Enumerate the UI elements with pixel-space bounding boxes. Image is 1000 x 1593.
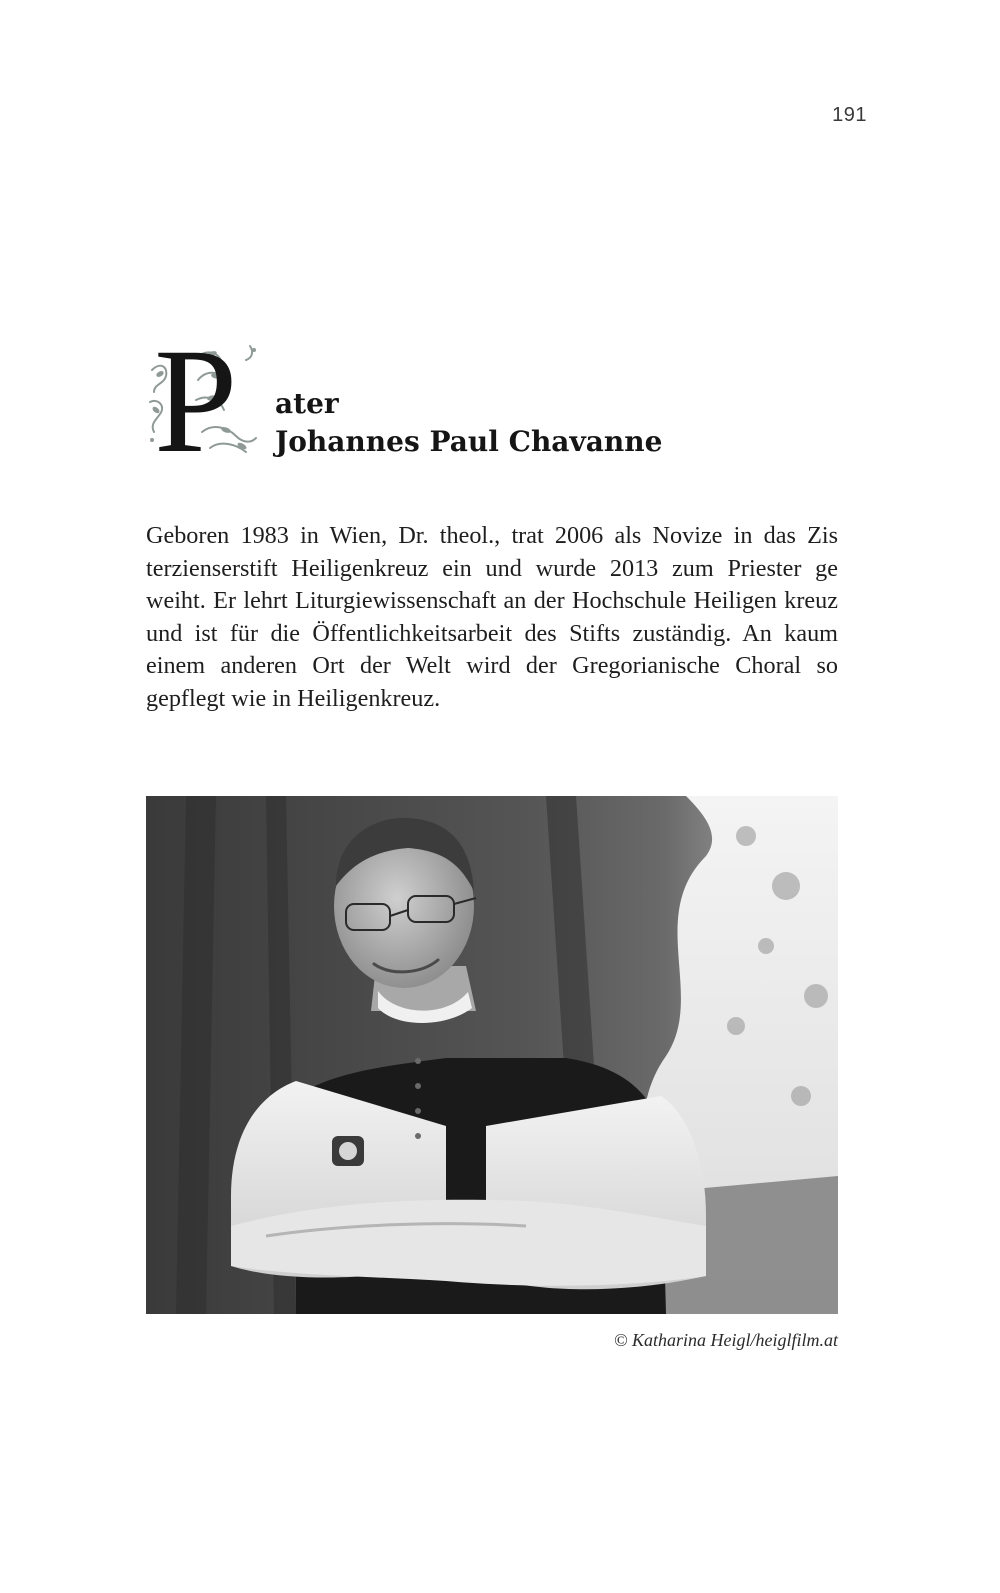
title-line-2: Johannes Paul Chavanne [275,425,663,458]
chapter-heading [146,318,866,484]
title-line-1: ater [275,387,339,420]
biography-paragraph [146,520,838,715]
paragraph-line: kaum einem anderen Ort der Welt wird der Gregorianische Choral [146,619,838,679]
portrait-photo [146,796,838,1314]
paragraph-line: so gepflegt wie in Heiligenkreuz. [146,652,838,712]
portrait-photo-illustration [146,796,838,1314]
paragraph-line: weiht. Er lehrt Liturgiewissenschaft an der Hochschule Heiligen [146,587,777,614]
ornamental-initial [146,318,262,484]
photo-credit: © Katharina Heigl/heiglfilm.at [613,1330,838,1350]
page-number: 191 [832,104,867,126]
paragraph-line: Geboren 1983 in Wien, Dr. theol., trat 2006 als Novize in das Zis [146,522,838,549]
initial-letter: P [154,318,238,484]
paragraph-line: kreuz und ist für die Öffentlichkeitsarbeit des Stifts zuständig. An [146,587,838,647]
paragraph-line: terzienserstift Heiligenkreuz ein und wurde 2013 zum Priester ge [146,554,838,582]
